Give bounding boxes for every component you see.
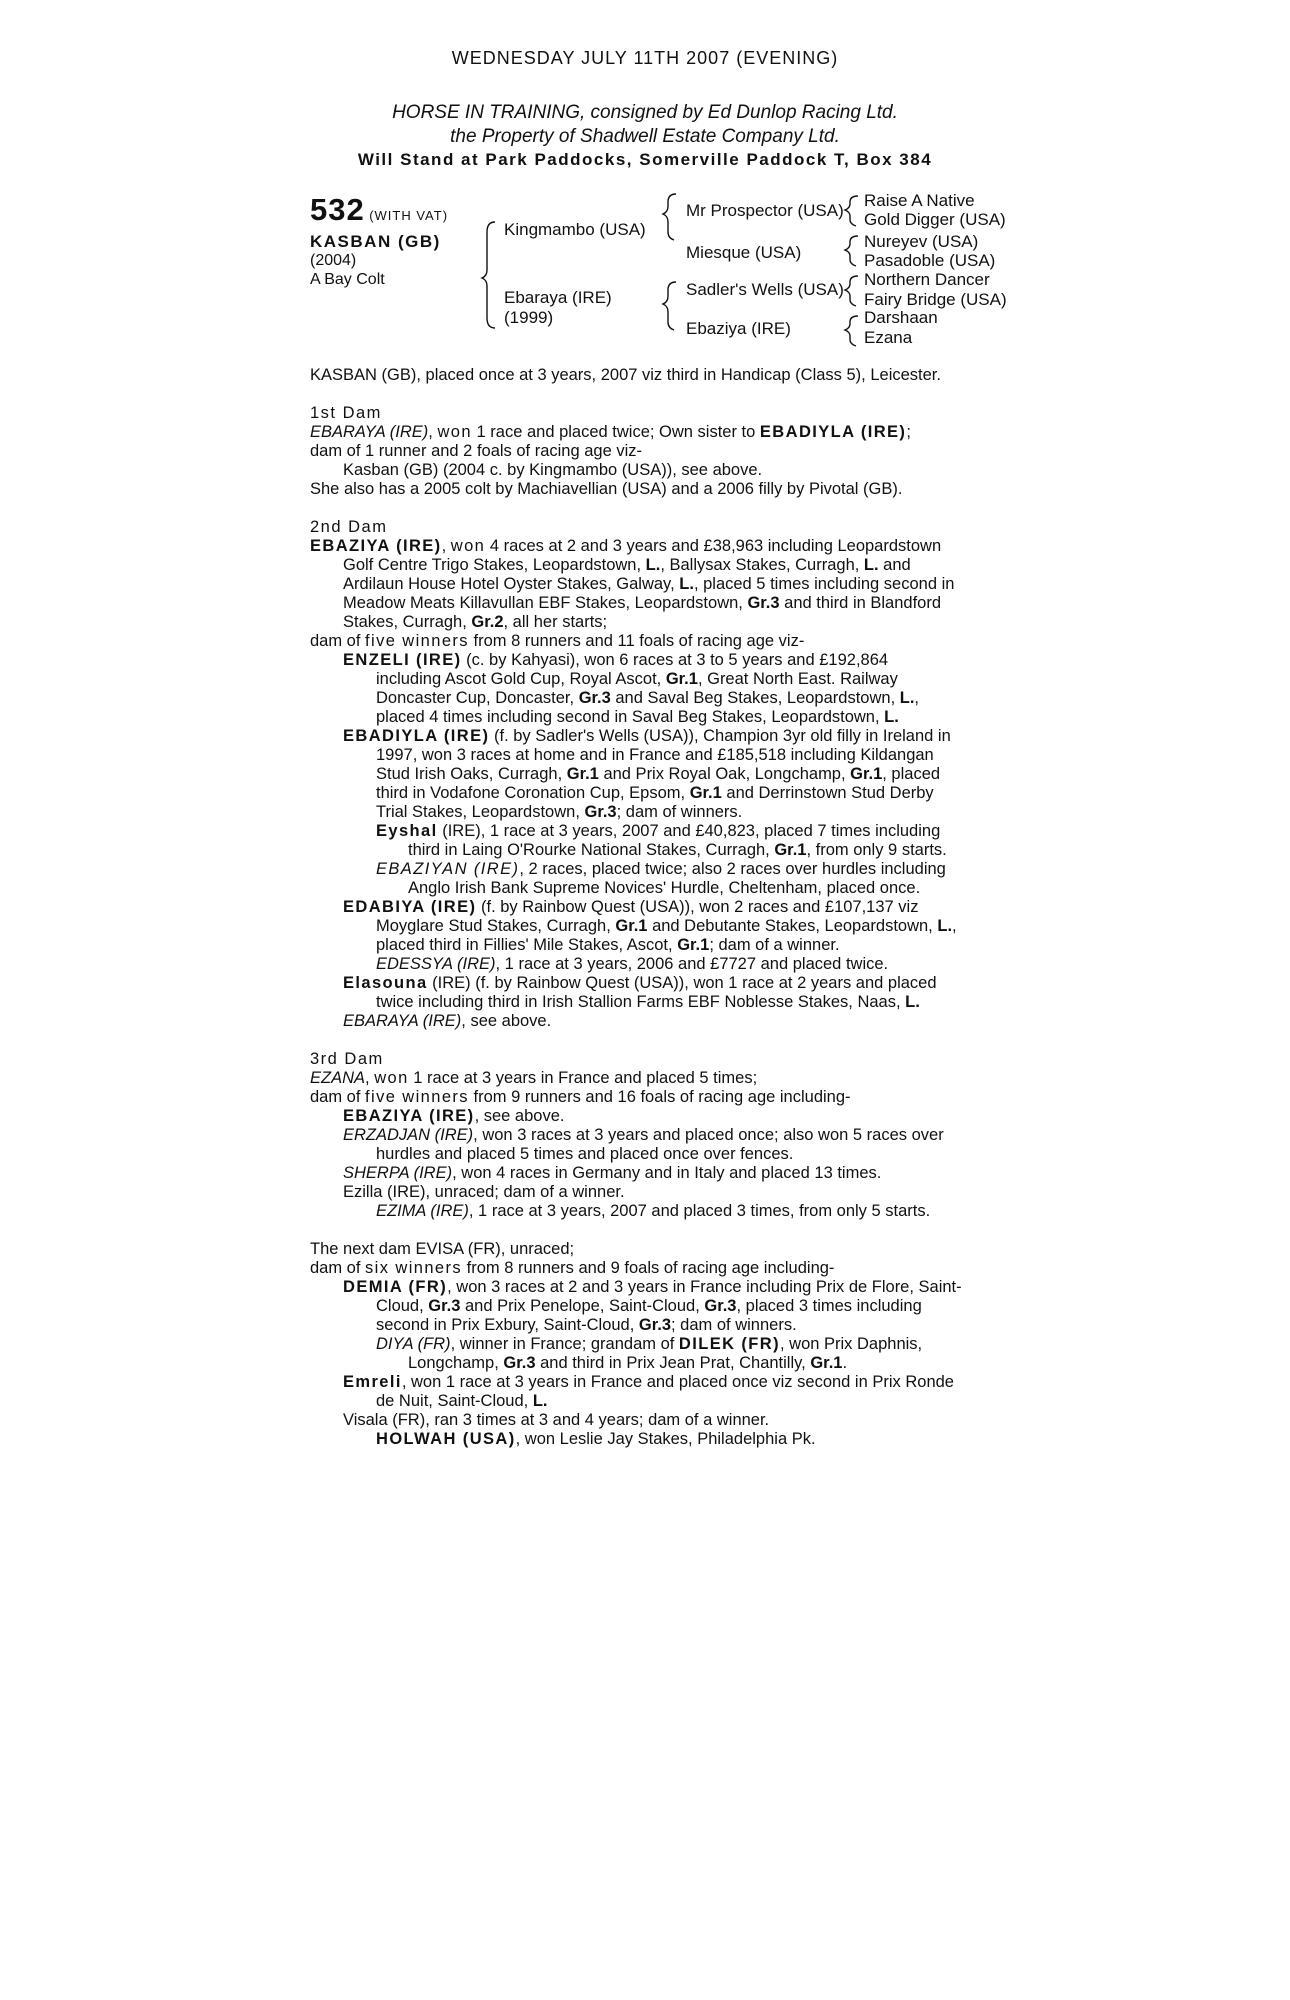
pedigree-ggp-3: Nureyev (USA) xyxy=(864,232,979,251)
ebadiyla-line-4: third in Vodafone Coronation Cup, Epsom, Gr.1 and Derrinstown Stud Derby xyxy=(376,784,934,802)
holwah-line: HOLWAH (USA), won Leslie Jay Stakes, Philadelphia Pk. xyxy=(376,1430,816,1448)
emreli-line-1: Emreli, won 1 race at 3 years in France and placed once viz second in Prix Ronde xyxy=(343,1373,954,1391)
pedigree-dam-sire: Sadler's Wells (USA) xyxy=(686,280,844,299)
elasouna-line-1: Elasouna (IRE) (f. by Rainbow Quest (USA)), won 1 race at 2 years and placed xyxy=(343,974,937,992)
pedigree-sire-dam: Miesque (USA) xyxy=(686,243,802,262)
second-dam-line-5: Stakes, Curragh, Gr.2, all her starts; xyxy=(343,613,608,631)
edabiya-line-3: placed third in Fillies' Mile Stakes, Ascot, Gr.1; dam of a winner. xyxy=(376,936,840,954)
first-dam-heading: 1st Dam xyxy=(310,404,382,422)
pedigree-dam: Ebaraya (IRE) xyxy=(504,288,612,307)
diya-line-2: Longchamp, Gr.3 and third in Prix Jean Prat, Chantilly, Gr.1. xyxy=(408,1354,848,1372)
first-dam-line-1: EBARAYA (IRE), won 1 race and placed twice; Own sister to EBADIYLA (IRE); xyxy=(310,423,911,441)
enzeli-line-2: including Ascot Gold Cup, Royal Ascot, Gr.1, Great North East. Railway xyxy=(376,670,898,688)
third-dam-line-6: SHERPA (IRE), won 4 races in Germany and in Italy and placed 13 times. xyxy=(343,1164,882,1182)
pedigree-ggp-7: Darshaan xyxy=(864,308,938,327)
enzeli-line-4: placed 4 times including second in Saval Beg Stakes, Leopardstown, L. xyxy=(376,708,899,726)
ebaziyan-line-2: Anglo Irish Bank Supreme Novices' Hurdle, Cheltenham, placed once. xyxy=(408,879,921,897)
second-dam-line-1: EBAZIYA (IRE), won 4 races at 2 and 3 years and £38,963 including Leopardstown xyxy=(310,537,942,555)
ebaraya-line: EBARAYA (IRE), see above. xyxy=(343,1012,552,1030)
third-dam-line-5: hurdles and placed 5 times and placed once over fences. xyxy=(376,1145,794,1163)
demia-line-3: second in Prix Exbury, Saint-Cloud, Gr.3; dam of winners. xyxy=(376,1316,797,1334)
second-dam-heading: 2nd Dam xyxy=(310,518,388,536)
pedigree-ggp-2: Gold Digger (USA) xyxy=(864,210,1006,229)
eyshal-line-2: third in Laing O'Rourke National Stakes, Curragh, Gr.1, from only 9 starts. xyxy=(408,841,947,859)
third-dam-line-8: EZIMA (IRE), 1 race at 3 years, 2007 and placed 3 times, from only 5 starts. xyxy=(376,1202,931,1220)
lot-number: 532 xyxy=(310,192,365,227)
pedigree-ggp-1: Raise A Native xyxy=(864,191,975,210)
stand-line: Will Stand at Park Paddocks, Somerville Paddock T, Box 384 xyxy=(357,150,933,169)
first-dam-line-3: Kasban (GB) (2004 c. by Kingmambo (USA)), see above. xyxy=(343,461,763,479)
pedigree-braces xyxy=(0,0,1290,360)
ebadiyla-line-1: EBADIYLA (IRE) (f. by Sadler's Wells (USA)), Champion 3yr old filly in Ireland in xyxy=(343,727,951,745)
ebadiyla-line-2: 1997, won 3 races at home and in France and £185,518 including Kildangan xyxy=(376,746,934,764)
emreli-line-2: de Nuit, Saint-Cloud, L. xyxy=(376,1392,548,1410)
horse-description: A Bay Colt xyxy=(310,271,385,288)
demia-line-1: DEMIA (FR), won 3 races at 2 and 3 years in France including Prix de Flore, Saint- xyxy=(343,1278,962,1296)
diya-line-1: DIYA (FR), winner in France; grandam of DILEK (FR), won Prix Daphnis, xyxy=(376,1335,923,1353)
consignment-line-2: the Property of Shadwell Estate Company Ltd. xyxy=(450,126,840,147)
consignment-line-1: HORSE IN TRAINING, consigned by Ed Dunlop Racing Ltd. xyxy=(392,102,898,123)
pedigree-ggp-6: Fairy Bridge (USA) xyxy=(864,290,1007,309)
pedigree-ggp-4: Pasadoble (USA) xyxy=(864,251,996,270)
pedigree-dam-year: (1999) xyxy=(504,308,554,327)
ebadiyla-line-3: Stud Irish Oaks, Curragh, Gr.1 and Prix Royal Oak, Longchamp, Gr.1, placed xyxy=(376,765,941,783)
pedigree-sire-sire: Mr Prospector (USA) xyxy=(686,201,844,220)
edabiya-line-2: Moyglare Stud Stakes, Curragh, Gr.1 and Debutante Stakes, Leopardstown, L., xyxy=(376,917,957,935)
pedigree-dam-dam: Ebaziya (IRE) xyxy=(686,319,791,338)
second-dam-line-4: Meadow Meats Killavullan EBF Stakes, Leopardstown, Gr.3 and third in Blandford xyxy=(343,594,942,612)
next-dam-line-1: The next dam EVISA (FR), unraced; xyxy=(310,1240,575,1258)
first-dam-line-2: dam of 1 runner and 2 foals of racing age viz- xyxy=(310,442,643,460)
second-dam-line-6: dam of five winners from 8 runners and 11 foals of racing age viz- xyxy=(310,632,805,650)
second-dam-line-3: Ardilaun House Hotel Oyster Stakes, Galway, L., placed 5 times including second in xyxy=(343,575,955,593)
third-dam-line-3: EBAZIYA (IRE), see above. xyxy=(343,1107,565,1125)
race-summary: KASBAN (GB), placed once at 3 years, 2007 viz third in Handicap (Class 5), Leicester. xyxy=(310,366,941,384)
third-dam-heading: 3rd Dam xyxy=(310,1050,384,1068)
ebadiyla-line-5: Trial Stakes, Leopardstown, Gr.3; dam of winners. xyxy=(376,803,743,821)
third-dam-line-1: EZANA, won 1 race at 3 years in France and placed 5 times; xyxy=(310,1069,758,1087)
elasouna-line-2: twice including third in Irish Stallion Farms EBF Noblesse Stakes, Naas, L. xyxy=(376,993,920,1011)
edessya-line: EDESSYA (IRE), 1 race at 3 years, 2006 and £7727 and placed twice. xyxy=(376,955,889,973)
ebaziyan-line-1: EBAZIYAN (IRE), 2 races, placed twice; also 2 races over hurdles including xyxy=(376,860,946,878)
enzeli-line-1: ENZELI (IRE) (c. by Kahyasi), won 6 races at 3 to 5 years and £192,864 xyxy=(343,651,889,669)
pedigree-sire: Kingmambo (USA) xyxy=(504,220,646,239)
pedigree-ggp-8: Ezana xyxy=(864,328,913,347)
third-dam-line-2: dam of five winners from 9 runners and 16 foals of racing age including- xyxy=(310,1088,851,1106)
sale-date: WEDNESDAY JULY 11TH 2007 (EVENING) xyxy=(451,48,839,68)
catalogue-body xyxy=(310,366,1000,1449)
third-dam-line-4: ERZADJAN (IRE), won 3 races at 3 years and placed once; also won 5 races over xyxy=(343,1126,944,1144)
foaling-year: (2004) xyxy=(310,252,357,269)
enzeli-line-3: Doncaster Cup, Doncaster, Gr.3 and Saval Beg Stakes, Leopardstown, L., xyxy=(376,689,919,707)
first-dam-line-4: She also has a 2005 colt by Machiavellian (USA) and a 2006 filly by Pivotal (GB). xyxy=(310,480,903,498)
edabiya-line-1: EDABIYA (IRE) (f. by Rainbow Quest (USA)), won 2 races and £107,137 viz xyxy=(343,898,919,916)
second-dam-line-2: Golf Centre Trigo Stakes, Leopardstown, L., Ballysax Stakes, Curragh, L. and xyxy=(343,556,911,574)
visala-line: Visala (FR), ran 3 times at 3 and 4 years; dam of a winner. xyxy=(343,1411,770,1429)
eyshal-line-1: Eyshal (IRE), 1 race at 3 years, 2007 and £40,823, placed 7 times including xyxy=(376,822,941,840)
horse-name: KASBAN (GB) xyxy=(310,232,441,251)
vat-label: (WITH VAT) xyxy=(369,208,449,223)
pedigree-ggp-5: Northern Dancer xyxy=(864,270,990,289)
third-dam-line-7: Ezilla (IRE), unraced; dam of a winner. xyxy=(343,1183,625,1201)
next-dam-line-2: dam of six winners from 8 runners and 9 foals of racing age including- xyxy=(310,1259,835,1277)
demia-line-2: Cloud, Gr.3 and Prix Penelope, Saint-Cloud, Gr.3, placed 3 times including xyxy=(376,1297,922,1315)
